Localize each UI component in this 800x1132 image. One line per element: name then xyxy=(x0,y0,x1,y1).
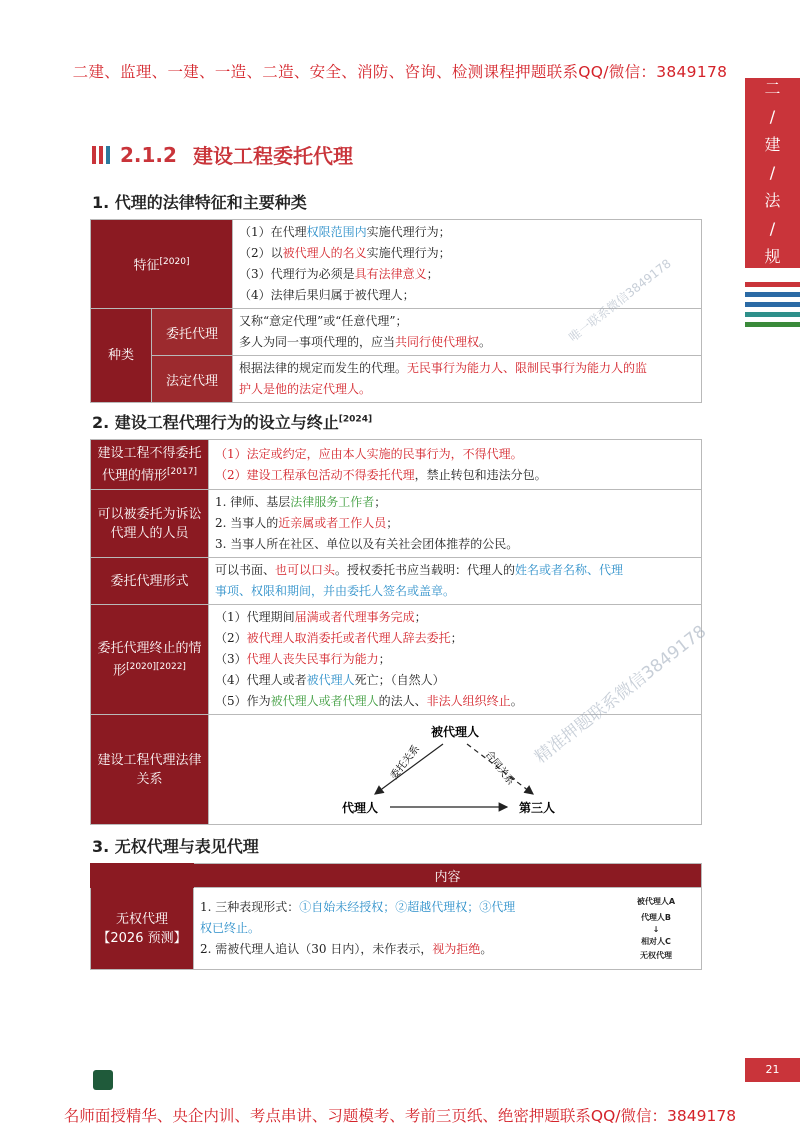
side-tab-char: 规 xyxy=(764,247,781,266)
chapter-side-tab xyxy=(745,78,800,268)
side-tab-sep: / xyxy=(769,107,776,126)
kind-label: 种类 xyxy=(91,309,152,403)
statutory-cell: 根据法律的规定而发生的代理。无民事行为能力人、限制民事行为能力人的监 护人是他的法定代理人。 xyxy=(233,356,702,403)
entrusted-cell: 又称“意定代理”或“任意代理”； 多人为同一事项代理的，应当共同行使代理权。 xyxy=(233,309,702,356)
diagram-principal: 被代理人 xyxy=(430,724,480,739)
publisher-logo xyxy=(93,1070,113,1090)
side-tab-char: 二 xyxy=(764,79,781,98)
diagram-agent: 代理人 xyxy=(341,800,379,815)
page-number: 21 xyxy=(745,1058,800,1082)
row3-label: 委托代理形式 xyxy=(91,558,209,605)
stripe xyxy=(745,312,800,317)
row4-cell: （1）代理期间届满或者代理事务完成； （2）被代理人取消委托或者代理人辞去委托； （3）代理人丧失民事行为能力； （4）代理人或者被代理人死亡；（自然人） （5）作为被代理人或者代理人的法人、非法人组织终止。 xyxy=(209,605,702,715)
relation-diagram-cell xyxy=(209,715,702,825)
part3-header: 内容 xyxy=(194,864,702,888)
side-tab-sep: / xyxy=(769,163,776,182)
part3-title: 3. 无权代理与表见代理 xyxy=(92,837,259,856)
row5-label: 建设工程代理法律 关系 xyxy=(91,715,209,825)
stripe xyxy=(745,302,800,307)
side-tab-char: 法 xyxy=(764,191,781,210)
section-number: 2.1.2 xyxy=(120,142,177,167)
watermark: 唯一联系微信3849178 xyxy=(566,256,674,345)
statutory-label: 法定代理 xyxy=(152,356,233,403)
entrusted-label: 委托代理 xyxy=(152,309,233,356)
row4-label: 委托代理终止的情 形[2020][2022] xyxy=(91,605,209,715)
diagram-third-party: 第三人 xyxy=(518,800,556,815)
part3-header-blank xyxy=(91,864,194,888)
row2-cell: 1. 律师、基层法律服务工作者； 2. 当事人的近亲属或者工作人员； 3. 当事人所在社区、单位以及有关社会团体推荐的公民。 xyxy=(209,490,702,558)
section-title xyxy=(92,140,353,169)
watermark: 精准押题联系微信3849178 xyxy=(531,621,711,768)
part2-title: 2. 建设工程代理行为的设立与终止[2024] xyxy=(92,413,373,432)
diagram-contract-label: 合同关系 xyxy=(482,748,516,787)
part3-table xyxy=(90,863,702,970)
section-name: 建设工程委托代理 xyxy=(192,144,353,168)
row2-label: 可以被委托为诉讼 代理人的人员 xyxy=(91,490,209,558)
mini-diagram: 被代理人A 代理人B ↓ 相对人C 无权代理 xyxy=(611,888,702,970)
unauthorized-label: 无权代理 【2026 预测】 xyxy=(91,888,194,970)
stripe xyxy=(745,292,800,297)
bottom-banner: 名师面授精华、央企内训、考点串讲、习题模考、考前三页纸、绝密押题联系QQ/微信：3849178 xyxy=(63,1107,737,1125)
feature-label: 特征[2020] xyxy=(91,220,233,309)
row1-cell: （1）法定或约定，应由本人实施的民事行为，不得代理。 （2）建设工程承包活动不得委托代理，禁止转包和违法分包。 xyxy=(209,440,702,490)
stripe xyxy=(745,282,800,287)
feature-cell: （1）在代理权限范围内实施代理行为； （2）以被代理人的名义实施代理行为； （3）代理行为必须是具有法律意义； （4）法律后果归属于被代理人； xyxy=(233,220,702,309)
relation-diagram xyxy=(215,718,695,822)
row1-label: 建设工程不得委托 代理的情形[2017] xyxy=(91,440,209,490)
top-banner: 二建、监理、一建、一造、二造、安全、消防、咨询、检测课程押题联系QQ/微信：3849178 xyxy=(72,63,728,81)
row3-cell: 可以书面、也可以口头。授权委托书应当载明：代理人的姓名或者名称、代理 事项、权限和期间，并由委托人签名或盖章。 xyxy=(209,558,702,605)
part1-title: 1. 代理的法律特征和主要种类 xyxy=(92,193,307,212)
unauthorized-cell: 1. 三种表现形式：①自始未经授权；②超越代理权；③代理 权已终止。 2. 需被代理人追认（30 日内），未作表示，视为拒绝。 xyxy=(194,888,612,970)
stripe xyxy=(745,322,800,327)
section-bars-icon xyxy=(92,146,110,164)
side-tab-char: 建 xyxy=(764,135,781,154)
diagram-entrust-label: 委托关系 xyxy=(388,743,422,782)
part2-table xyxy=(90,439,702,825)
side-tab-sep: / xyxy=(769,219,776,238)
